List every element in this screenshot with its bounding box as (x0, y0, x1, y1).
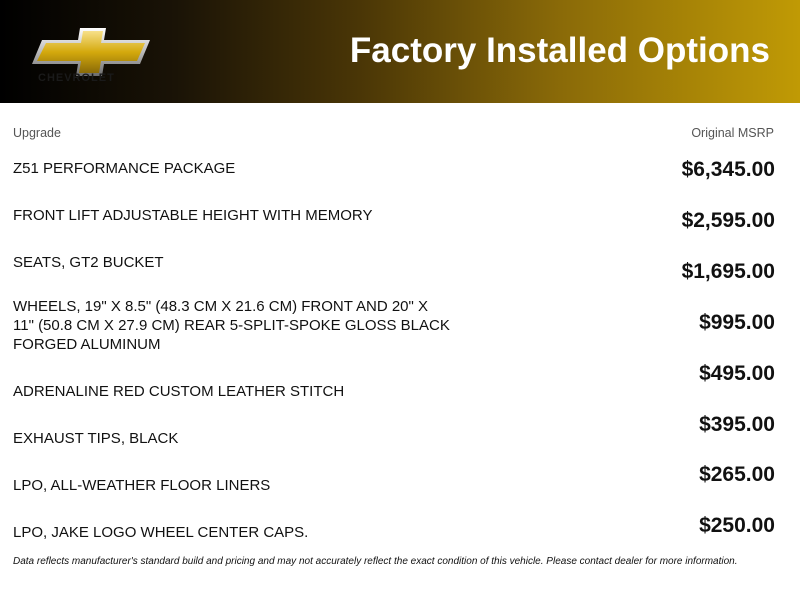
column-header-upgrade: Upgrade (13, 126, 61, 140)
option-price: $995.00 (699, 311, 775, 334)
option-label: LPO, JAKE LOGO WHEEL CENTER CAPS. (13, 524, 309, 541)
option-price: $395.00 (699, 413, 775, 436)
option-price: $265.00 (699, 463, 775, 486)
option-price: $6,345.00 (681, 158, 775, 181)
option-label: WHEELS, 19" X 8.5" (48.3 CM X 21.6 CM) FRONT AND 20" X 11" (50.8 CM X 27.9 CM) REAR 5-SPLIT-SPOKE GLOSS BLACK FORGED ALUMINUM (13, 298, 450, 353)
option-price: $1,695.00 (681, 260, 775, 283)
page-title: Factory Installed Options (349, 31, 770, 70)
option-label: SEATS, GT2 BUCKET (13, 254, 164, 271)
header-banner (0, 0, 800, 103)
option-label: LPO, ALL-WEATHER FLOOR LINERS (13, 477, 271, 494)
option-price: $250.00 (699, 514, 775, 537)
disclaimer-text: Data reflects manufacturer's standard build and pricing and may not accurately reflect the exact condition of this vehicle. Please contact dealer for more information. (13, 556, 738, 567)
option-label: ADRENALINE RED CUSTOM LEATHER STITCH (13, 383, 345, 400)
option-label: FRONT LIFT ADJUSTABLE HEIGHT WITH MEMORY (13, 207, 373, 224)
column-header-msrp: Original MSRP (691, 126, 774, 140)
option-label: Z51 PERFORMANCE PACKAGE (13, 160, 236, 177)
chevrolet-wordmark: CHEVROLET (38, 72, 115, 84)
option-price: $2,595.00 (681, 209, 775, 232)
option-price: $495.00 (699, 362, 775, 385)
option-label: EXHAUST TIPS, BLACK (13, 430, 179, 447)
